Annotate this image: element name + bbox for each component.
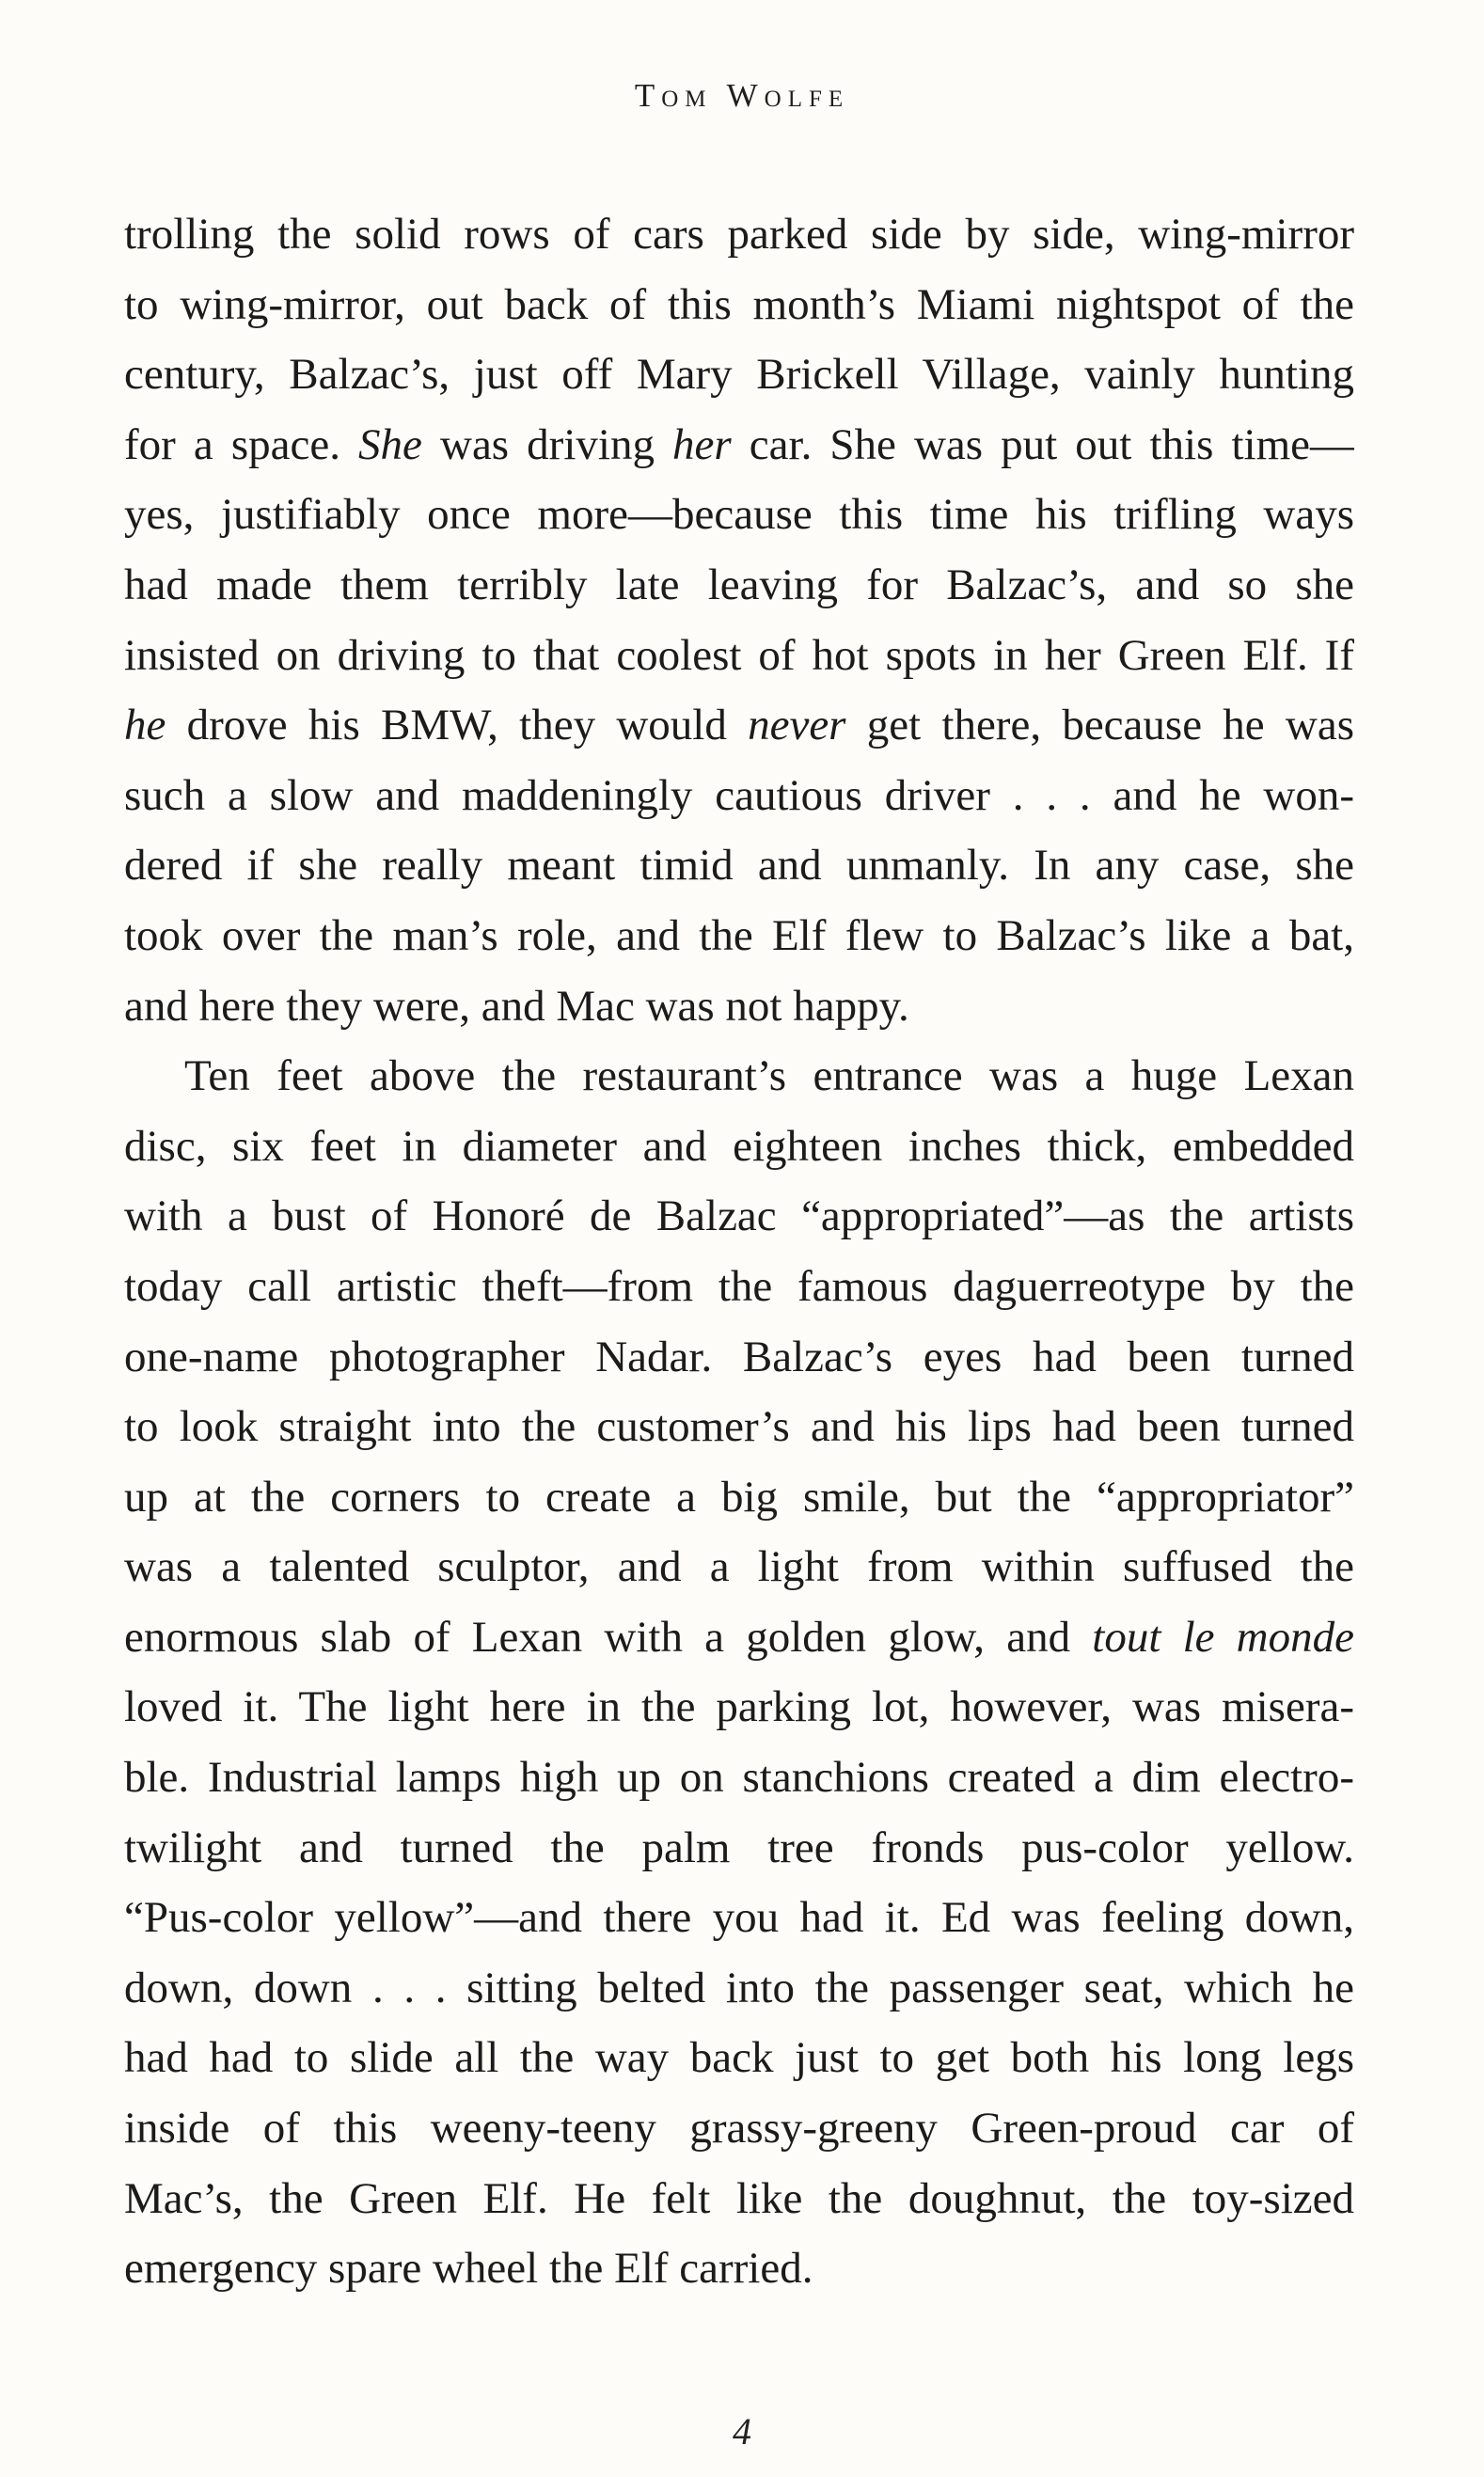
text-run: to look straight into the customer’s and his lips had been turned [124,1402,1354,1452]
text-run: insisted on driving to that coolest of hot spots in her Green Elf. If [124,630,1354,680]
running-head: Tom Wolfe [634,77,850,114]
text-run: inside of this weeny-teeny grassy-greeny Green-proud car of [124,2104,1354,2154]
body-text [124,199,1354,2304]
text-run: such a slow and maddeningly cautious driver . . . and he won- [124,770,1354,820]
text-run: today call artistic theft—from the famous daguerreotype by the [124,1261,1354,1311]
text-run: was a talented sculptor, and a light from within suffused the [124,1542,1354,1592]
italic-text: he [124,701,166,750]
text-run: car. She was put out this time— [731,419,1354,469]
text-line [124,2164,1354,2234]
text-line [124,901,1354,971]
text-run: one-name photographer Nadar. Balzac’s eyes had been turned [124,1332,1354,1381]
text-run: yes, justifiably once more—because this time his trifling ways [124,490,1354,540]
italic-text: her [672,419,732,469]
text-run: loved it. The light here in the parking lot, however, was misera- [124,1682,1354,1732]
text-line [124,1953,1354,2024]
text-line [124,270,1354,340]
text-line [124,1252,1354,1322]
text-run: with a bust of Honoré de Balzac “appropriated”—as the artists [124,1191,1354,1241]
italic-text: never [748,701,846,750]
text-line [124,1532,1354,1602]
paragraph [124,199,1354,1041]
text-run: down, down . . . sitting belted into the passenger seat, which he [124,1963,1354,2012]
text-run: Mac’s, the Green Elf. He felt like the doughnut, the toy-sized [124,2173,1354,2223]
text-run: “Pus-color yellow”—and there you had it. Ed was feeling down, [124,1893,1354,1943]
text-line [124,199,1354,270]
text-line [124,1112,1354,1182]
text-line [124,1883,1354,1953]
text-line [124,1392,1354,1462]
text-line [124,2233,1354,2304]
text-line [124,1602,1354,1673]
text-run: dered if she really meant timid and unmanly. In any case, she [124,841,1354,891]
text-line [124,1743,1354,1813]
text-run: enormous slab of Lexan with a golden glow, and [124,1612,1093,1662]
text-line [124,339,1354,410]
text-line [124,690,1354,761]
italic-text: She [358,419,422,469]
text-line [124,1462,1354,1533]
text-run: up at the corners to create a big smile, but the “appropriator” [124,1472,1354,1522]
text-run: and here they were, and Mac was not happy. [124,981,909,1031]
text-run: for a space. [124,419,359,469]
text-line [124,2093,1354,2164]
text-line [124,830,1354,901]
text-run: ble. Industrial lamps high up on stanchions created a dim electro- [124,1753,1354,1803]
text-line [124,1672,1354,1743]
text-run: twilight and turned the palm tree fronds pus-color yellow. [124,1822,1354,1872]
text-run: get there, because he was [845,701,1354,750]
text-run: emergency spare wheel the Elf carried. [124,2244,813,2294]
text-line [124,550,1354,621]
text-run: had made them terribly late leaving for Balzac’s, and so she [124,560,1354,609]
page-number: 4 [733,2410,751,2453]
text-line [124,1813,1354,1884]
text-run: century, Balzac’s, just off Mary Brickell Village, vainly hunting [124,350,1354,400]
text-line [124,1181,1354,1252]
text-run: took over the man’s role, and the Elf flew to Balzac’s like a bat, [124,910,1354,960]
text-line [124,410,1354,481]
text-run: trolling the solid rows of cars parked side by side, wing-mirror [124,210,1354,259]
text-line [124,621,1354,691]
text-line [124,1322,1354,1393]
text-run: disc, six feet in diameter and eighteen inches thick, embedded [124,1121,1354,1171]
text-line [124,1041,1354,1112]
text-line [124,2023,1354,2093]
paragraph [124,1041,1354,2304]
text-run: to wing-mirror, out back of this month’s Miami nightspot of the [124,279,1354,329]
text-line [124,761,1354,831]
text-line [124,480,1354,550]
text-line [124,971,1354,1042]
text-run: was driving [421,419,673,469]
text-run: Ten feet above the restaurant’s entrance was a huge Lexan [184,1051,1354,1101]
text-run: had had to slide all the way back just to get both his long legs [124,2033,1354,2083]
text-run: drove his BMW, they would [166,701,749,750]
italic-text: tout le monde [1092,1612,1354,1662]
